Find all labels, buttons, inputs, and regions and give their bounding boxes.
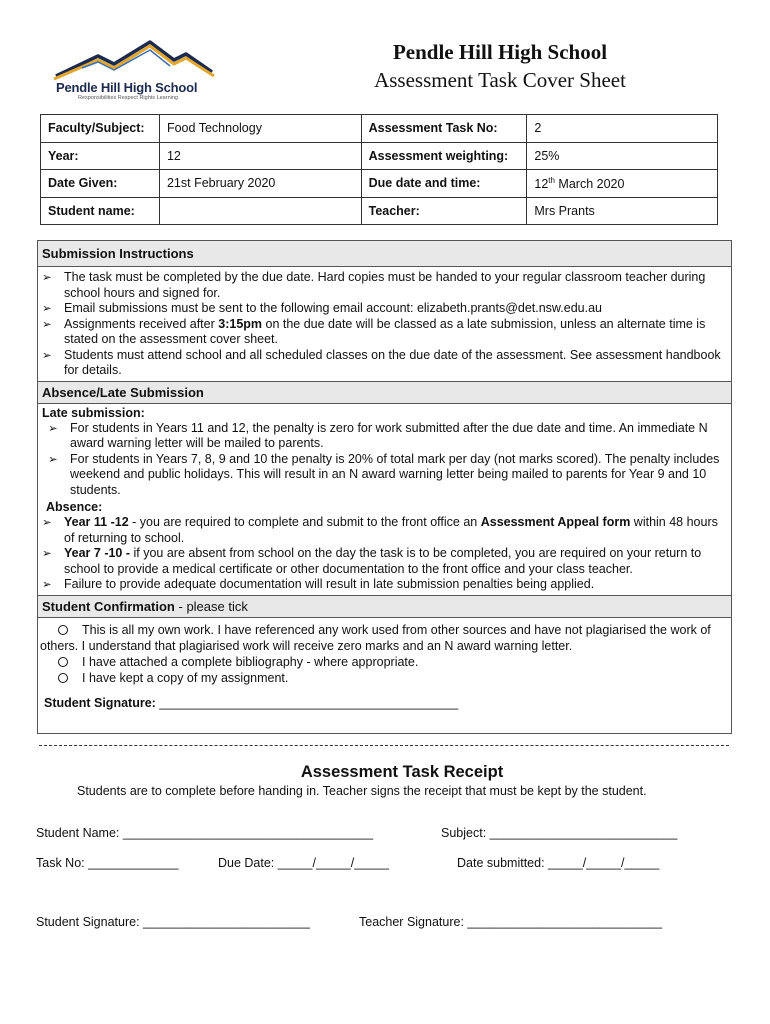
due-date-value[interactable] (527, 170, 718, 198)
submission-section (38, 267, 731, 382)
list-item: ➢ For students in Years 7, 8, 9 and 10 the penalty is 20% of total mark per day (not marks scored). The penalty includes weekend and public holidays. This will result in an N award warning letter being mailed to parents for Year 9 and 10 students. (48, 452, 727, 499)
date-given-value[interactable]: 21st February 2020 (159, 170, 361, 198)
absence-subheading: Absence: (46, 500, 103, 514)
list-item: ➢ The task must be completed by the due date. Hard copies must be handed to your regular classroom teacher during school hours and signed for. (42, 270, 727, 301)
student-signature-line[interactable]: Student Signature: ___________________________________________ (44, 695, 459, 710)
receipt-student-signature-field[interactable]: Student Signature: ________________________ (36, 915, 310, 929)
weighting-label: Assessment weighting: (361, 142, 527, 170)
year-label: Year: (41, 142, 160, 170)
list-item: ➢ Year 11 -12 - you are required to complete and submit to the front office an Assessment Appeal form within 48 hours of returning to school. (42, 515, 727, 546)
faculty-label: Faculty/Subject: (41, 115, 160, 143)
logo-school-name: Pendle Hill High School (56, 80, 198, 95)
year-value[interactable]: 12 (159, 142, 361, 170)
task-details-table (40, 114, 718, 225)
late-list (38, 421, 731, 501)
confirm-item-copy: I have kept a copy of my assignment. (40, 670, 729, 686)
confirm-item-own-work: This is all my own work. I have referenced any work used from other sources and have not plagiarised the work of others. I understand that plagiarised work will receive zero marks and an N award warning letter. (40, 622, 711, 653)
due-date-label: Due date and time: (361, 170, 527, 198)
student-name-field[interactable] (159, 197, 361, 225)
due-day: 12 (534, 176, 549, 191)
absence-section (38, 404, 731, 596)
list-item: ➢ Year 7 -10 - if you are absent from school on the day the task is to be completed, you are required on your return to school to provide a medical certificate or other documentation to the front office and your class teacher. (42, 546, 727, 577)
absence-list (38, 515, 731, 595)
list-item: ➢ Assignments received after 3:15pm on the due date will be classed as a late submission, unless an alternate time is stated on the assessment cover sheet. (42, 317, 727, 348)
receipt-due-date-field[interactable]: Due Date: _____/_____/_____ (218, 856, 389, 870)
table-row (41, 197, 718, 225)
confirmation-heading: Student Confirmation - please tick (38, 596, 731, 618)
late-submission-heading: Late submission: (42, 405, 145, 420)
due-month-year: March 2020 (554, 176, 625, 191)
receipt-note: Students are to complete before handing in. Teacher signs the receipt that must be kept by the student. (77, 784, 647, 798)
tick-circle-icon[interactable] (58, 657, 68, 667)
instructions-box (37, 240, 732, 734)
school-title: Pendle Hill High School (392, 40, 608, 64)
due-day-suffix: th (548, 175, 555, 185)
tick-circle-icon[interactable] (58, 673, 68, 683)
school-logo (52, 38, 217, 104)
table-row (41, 142, 718, 170)
faculty-value[interactable]: Food Technology (159, 115, 361, 143)
confirmation-section (38, 618, 731, 713)
table-row (41, 170, 718, 198)
date-given-label: Date Given: (41, 170, 160, 198)
receipt-teacher-signature-field[interactable]: Teacher Signature: ____________________________ (359, 915, 663, 929)
mountain-logo-icon (52, 38, 217, 82)
receipt-student-name-field[interactable]: Student Name: ____________________________________ (36, 826, 374, 840)
submission-list (38, 267, 731, 381)
task-no-value[interactable]: 2 (527, 115, 718, 143)
teacher-label: Teacher: (361, 197, 527, 225)
list-item: ➢ Students must attend school and all scheduled classes on the due date of the assessment. See assessment handbook for details. (42, 348, 727, 379)
receipt-date-submitted-field[interactable]: Date submitted: _____/_____/_____ (457, 856, 660, 870)
receipt-title: Assessment Task Receipt (300, 763, 504, 781)
tick-circle-icon[interactable] (58, 625, 68, 635)
teacher-value[interactable]: Mrs Prants (527, 197, 718, 225)
logo-motto: Responsibilities Respect Rights Learning (78, 95, 178, 101)
table-row (41, 115, 718, 143)
absence-heading: Absence/Late Submission (38, 382, 731, 404)
list-item: ➢ Email submissions must be sent to the following email account: elizabeth.prants@det.nsw.edu.au (42, 301, 727, 317)
list-item: ➢ Failure to provide adequate documentation will result in late submission penalties being applied. (42, 577, 727, 593)
weighting-value[interactable]: 25% (527, 142, 718, 170)
submission-heading: Submission Instructions (38, 241, 731, 267)
cut-line (39, 745, 729, 746)
list-item: ➢ For students in Years 11 and 12, the penalty is zero for work submitted after the due date and time. An immediate N award warning letter will be mailed to parents. (48, 421, 727, 452)
student-name-label: Student name: (41, 197, 160, 225)
task-no-label: Assessment Task No: (361, 115, 527, 143)
confirm-item-bibliography: I have attached a complete bibliography - where appropriate. (40, 654, 729, 670)
receipt-subject-field[interactable]: Subject: ___________________________ (441, 826, 678, 840)
document-title: Assessment Task Cover Sheet (374, 68, 626, 92)
receipt-task-no-field[interactable]: Task No: _____________ (36, 856, 179, 870)
